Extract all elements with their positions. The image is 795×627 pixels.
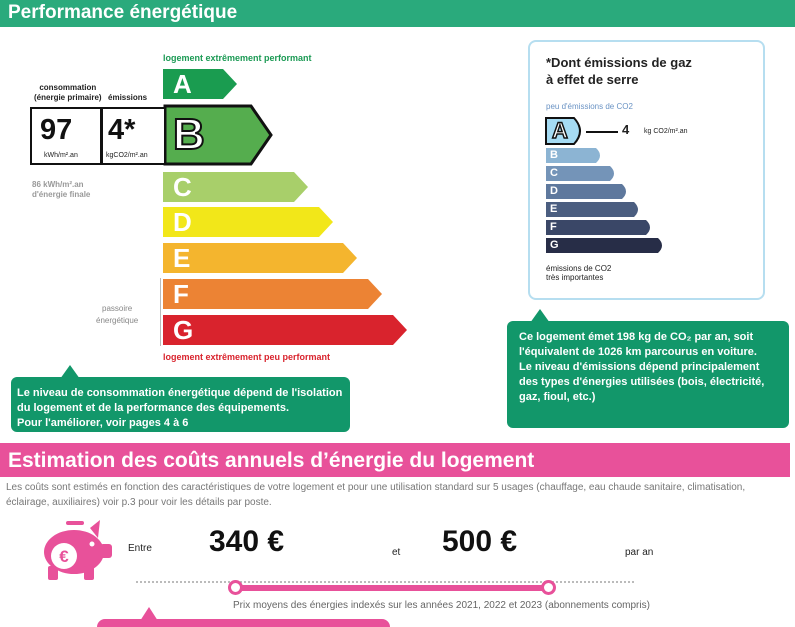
energy-class-letter: E — [173, 243, 191, 273]
energy-class-g — [163, 315, 407, 345]
co2-class-letter: D — [550, 185, 558, 197]
callout-emissions — [507, 321, 789, 428]
co2-class-letter: E — [550, 203, 558, 215]
performance-section-title: Performance énergétique — [0, 0, 795, 27]
callout-consumption-text: Le niveau de consommation énergétique dépend de l'isolation du logement et de la performance des équipements. Pour l'améliorer, voir pages 4 à 6 — [17, 387, 343, 429]
co2-class-c — [546, 166, 618, 181]
cost-callout — [97, 619, 390, 627]
per-year-label: par an — [625, 547, 654, 558]
co2-title: *Dont émissions de gaz à effet de serre — [546, 55, 692, 87]
svg-text:€: € — [59, 547, 69, 566]
energy-class-c — [163, 172, 308, 202]
piggy-bank-icon — [36, 516, 116, 582]
energy-class-letter: A — [173, 69, 192, 99]
callout-consumption — [11, 377, 350, 432]
range-max-marker — [541, 580, 556, 595]
energy-class-d — [163, 207, 333, 237]
co2-class-f — [546, 220, 654, 235]
range-min-marker — [228, 580, 243, 595]
scale-bottom-label: logement extrêmement peu performant — [163, 352, 331, 362]
energy-class-letter: G — [173, 315, 194, 345]
consumption-divider — [100, 109, 103, 163]
co2-class-letter: B — [550, 149, 558, 161]
co2-class-active-letter: A — [552, 118, 568, 143]
range-track — [136, 581, 634, 583]
energy-class-letter: F — [173, 279, 189, 309]
energy-class-letter: C — [173, 172, 192, 202]
emissions-unit: kgCO2/m².an — [106, 152, 148, 159]
energy-class-letter: D — [173, 207, 192, 237]
co2-class-letter: F — [550, 221, 557, 233]
co2-class-d — [546, 184, 630, 199]
co2-unit: kg CO2/m².an — [644, 128, 688, 135]
consumption-value: 97 — [40, 114, 73, 146]
co2-bottom-label: émissions de CO2 très importantes — [546, 264, 612, 282]
co2-class-b — [546, 148, 604, 163]
co2-class-letter: C — [550, 167, 558, 179]
consumption-unit: kWh/m².an — [44, 152, 78, 159]
energy-class-f — [163, 279, 382, 309]
co2-class-letter: G — [550, 239, 559, 251]
co2-class-e — [546, 202, 642, 217]
co2-class-a-active — [544, 116, 588, 146]
co2-indicator-line — [586, 131, 618, 133]
and-label: et — [392, 547, 401, 558]
range-bar — [235, 585, 549, 591]
co2-class-g — [546, 238, 666, 253]
co2-panel — [528, 40, 765, 300]
callout-emissions-text: Ce logement émet 198 kg de CO₂ par an, soit l'équivalent de 1026 km parcourus en voiture. Le niveau d'émissions dépend principalement des types d'énergies utilisées (bois, électricité, gaz, fioul, etc.) — [519, 331, 765, 403]
cost-footnote: Prix moyens des énergies indexés sur les années 2021, 2022 et 2023 (abonnements compris) — [233, 600, 650, 611]
passoire-bracket — [160, 278, 161, 346]
energy-class-e — [163, 243, 357, 273]
energy-class-a — [163, 69, 237, 99]
cost-section-title: Estimation des coûts annuels d’énergie du logement — [0, 443, 790, 477]
emissions-header: émissions — [108, 93, 148, 102]
cost-low-value: 340 € — [209, 525, 285, 558]
final-energy: 86 kWh/m².an d'énergie finale — [32, 180, 91, 199]
scale-top-label: logement extrêmement performant — [163, 53, 312, 63]
energy-class-active-letter: B — [173, 110, 205, 159]
passoire-label: passoire énergétique — [96, 304, 139, 325]
co2-value: 4 — [622, 122, 630, 137]
cost-high-value: 500 € — [442, 525, 518, 558]
emissions-value: 4* — [108, 114, 136, 146]
between-label: Entre — [128, 543, 152, 554]
energy-class-b-active — [163, 104, 273, 166]
cost-description: Les coûts sont estimés en fonction des caractéristiques de votre logement et pour une utilisation standard sur 5 usages (chauffage, eau chaude sanitaire, climatisation, éclairage, auxiliaires) voir p.3 pour voir les détails par poste. — [6, 482, 746, 508]
co2-top-label: peu d'émissions de CO2 — [546, 102, 633, 111]
consumption-header: consommation (énergie primaire) — [34, 83, 102, 102]
